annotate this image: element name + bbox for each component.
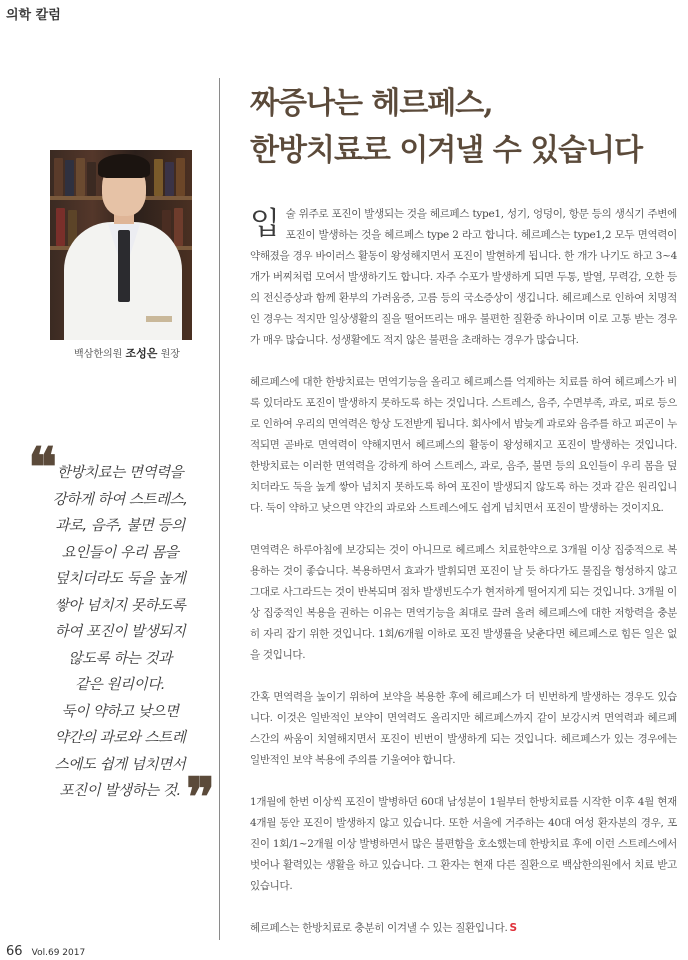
- pull-quote-line: 둑이 약하고 낮으면: [61, 702, 179, 720]
- page-number: 66: [6, 944, 23, 959]
- pull-quote-line: 덮치더라도 둑을 높게: [54, 570, 186, 587]
- pull-quote-line: 요인들이 우리 몸을: [61, 543, 179, 561]
- issue-label: Vol.69 2017: [31, 948, 86, 958]
- section-label: 의학 칼럼: [6, 8, 61, 23]
- paragraph-1: [250, 204, 677, 351]
- book: [165, 162, 174, 196]
- open-quote-icon: ❝: [28, 435, 58, 499]
- book: [56, 208, 65, 246]
- paragraph-text: 술 위주로 포진이 발생되는 것을 헤르페스 type1, 성기, 엉덩이, 항문 등의 생식기 주변에 포진이 발생하는 것을 헤르페스 type 2 라고 합니다. 헤르페스는 type1,2 모두 면역력이 약해졌을 경우 바이러스 활동이 왕성해지면서 포진이 발현하게 됩니다. 한 개가 나기도 하고 3~4개가 버찌처럼 모여서 발생하기도 합니다. 자주 수포가 발생하게 되면 두통, 발열, 무력감, 오한 등의 전신증상과 함께 환부의 가려움증, 고름 등의 국소증상이 생깁니다. 헤르페스로 인하여 치명적인 경우는 적지만 일상생활의 질을 떨어뜨리는 매우 불편한 질환중 하나이며 이로 고통 받는 경우가 매우 많습니다. 성생활에도 적지 않은 불편을 초래하는 경우가 많습니다.: [250, 208, 677, 346]
- pull-quote-line: 약간의 과로와 스트레: [54, 729, 186, 746]
- column-divider: [219, 78, 220, 940]
- author-role: 원장: [160, 349, 180, 360]
- book: [76, 158, 85, 196]
- book: [87, 162, 96, 196]
- hair: [98, 154, 150, 178]
- pull-quote-line: 않도록 하는 것과: [68, 649, 172, 667]
- book: [176, 158, 185, 196]
- pull-quote-line: 과로, 음주, 불면 등의: [55, 517, 185, 534]
- book: [65, 160, 74, 196]
- article-body: [250, 204, 677, 960]
- book: [174, 208, 183, 246]
- paragraph-5: 1개월에 한번 이상씩 포진이 발병하던 60대 남성분이 1월부터 한방치료를 시작한 이후 4월 현재 4개월 동안 포진이 발생하지 않고 있습니다. 또한 서울에 거주하는 40대 여성 환자분의 경우, 포진이 1회/1~2개월 이상 발병하면서 많은 불편함을 호소했는데 한방치료 후에 이런 스트레스에서 벗어나 활력있는 생활을 하고 있습니다. 그 환자는 현재 다른 질환으로 백삼한의원에서 치료 받고 있습니다.: [250, 796, 677, 892]
- paragraph-3: 면역력은 하루아침에 보강되는 것이 아니므로 헤르페스 치료한약으로 3개월 이상 집중적으로 복용하는 것이 좋습니다. 복용하면서 효과가 발휘되면 포진이 날 듯 하다가도 물집을 형성하지 않고 그대로 사그라드는 것이 반복되며 점차 발생빈도수가 현저하게 떨어지게 되는 것입니다. 3개월 이상 집중적인 복용을 권하는 이유는 면역기능을 최대로 끌려 올려 헤르페스에 대한 저항력을 충분히 자리 잡기 위한 것입니다. 1회/6개월 이하로 포진 발생률을 낮춘다면 헤르페스로 힘든 일은 없을 것입니다.: [250, 544, 677, 661]
- close-quote-icon: ❞: [186, 765, 216, 829]
- tie: [118, 230, 130, 302]
- book: [54, 158, 63, 196]
- paragraph-6: [250, 918, 677, 939]
- pull-quote-line: 하여 포진이 발생되지: [54, 623, 186, 640]
- book: [154, 159, 163, 196]
- pull-quote-line: 포진이 발생하는 것.: [59, 782, 181, 799]
- pull-quote: [24, 460, 216, 805]
- author-name: 조성은: [125, 347, 158, 360]
- paragraph-2: 헤르페스에 대한 한방치료는 면역기능을 올리고 헤르페스를 억제하는 치료를 하여 헤르페스가 비록 있더라도 포진이 발생하지 못하도록 하는 것입니다. 스트레스, 음주, 수면부족, 과로, 피로 등으로 인하여 우리의 면역력은 항상 도전받게 됩니다. 회사에서 밤늦게 과로와 음주를 하고 피곤이 누적되면 곧바로 면역력이 약해지면서 헤르페스의 활동이 왕성해지고 포진이 발생하는 것입니다. 한방치료는 이러한 면역력을 강하게 하여 스트레스, 과로, 음주, 불면 등의 요인들이 우리 몸을 덮치더라도 둑을 높게 쌓아 넘치지 못하도록 하여 포진이 발생되지 않도록 하는 것과 같은 원리입니다. 둑이 약하고 낮으면 약간의 과로와 스트레스에도 쉽게 넘치면서 포진이 발생하는 것이지요.: [250, 376, 677, 514]
- title-line-1: 짜증나는 헤르페스,: [250, 86, 493, 121]
- author-clinic: 백삼한의원: [74, 349, 123, 360]
- pull-quote-line: 강하게 하여 스트레스,: [52, 490, 188, 508]
- pull-quote-line: 한방치료는 면역력을: [56, 464, 184, 481]
- pull-quote-line: 스에도 쉽게 넘치면서: [54, 755, 186, 773]
- paragraph-4: 간혹 면역력을 높이기 위하여 보약을 복용한 후에 헤르페스가 더 빈번하게 발생하는 경우도 있습니다. 이것은 일반적인 보약이 면역력도 올리지만 헤르페스까지 같이 보강시켜 면역력과 헤르페스간의 싸움이 치열해지면서 포진이 빈번이 발생하게 되는 것입니다. 헤르페스가 있는 경우에는 일반적인 보약 복용에 주의를 기울여야 합니다.: [250, 691, 677, 766]
- end-mark: S: [509, 922, 517, 934]
- drop-cap: 입: [250, 206, 280, 242]
- page-footer: [6, 940, 85, 959]
- title-line-2: 한방치료로 이겨낼 수 있습니다: [250, 133, 643, 168]
- pull-quote-line: 쌓아 넘치지 못하도록: [54, 596, 186, 614]
- author-photo: [50, 150, 192, 340]
- article-title: [250, 80, 670, 174]
- name-tag: [146, 316, 172, 322]
- paragraph-text: 헤르페스는 한방치료로 충분히 이겨낼 수 있는 질환입니다.: [250, 922, 508, 934]
- pull-quote-line: 같은 원리이다.: [75, 676, 165, 693]
- author-caption: [42, 345, 212, 361]
